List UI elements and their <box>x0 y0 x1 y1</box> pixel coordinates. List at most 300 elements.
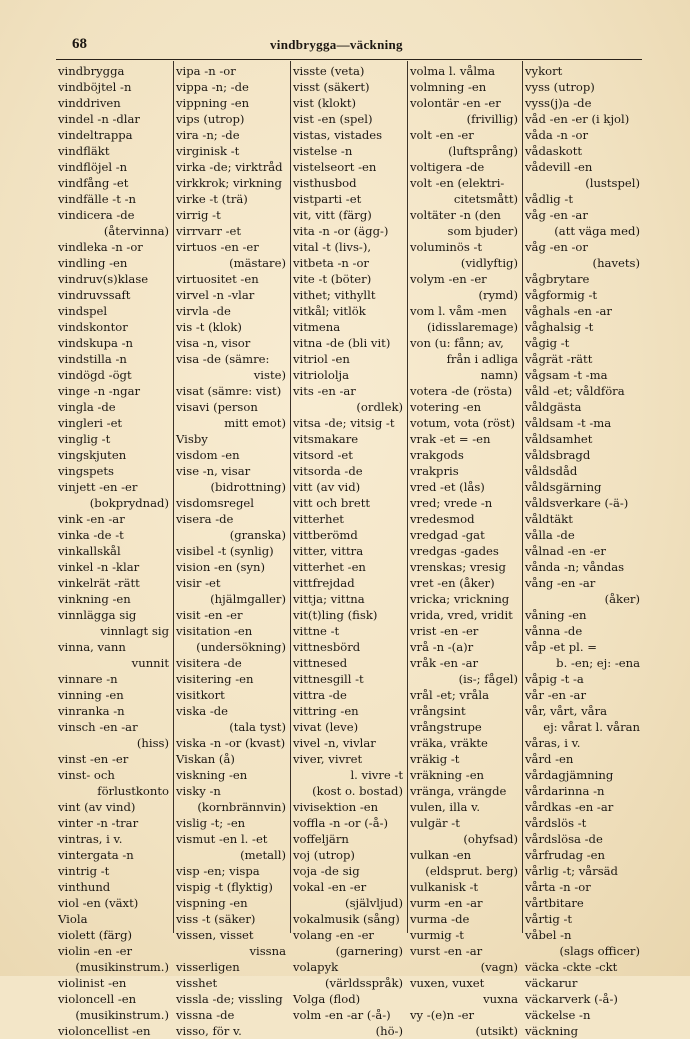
dictionary-entry: vurm -en -ar <box>410 896 483 910</box>
entry-continuation: vuxna <box>483 992 518 1006</box>
dictionary-entry: vågsam -t -ma <box>525 368 608 382</box>
dictionary-entry: virginisk -t <box>176 144 240 158</box>
dictionary-entry: våning -en <box>525 608 587 622</box>
dictionary-entry: vräka, vräkte <box>410 736 488 750</box>
dictionary-entry: volt -en -er <box>410 128 474 142</box>
dictionary-entry: virvla -de <box>176 304 231 318</box>
dictionary-entry: vårdagjämning <box>525 768 614 782</box>
dictionary-entry: violoncell -en <box>58 992 137 1006</box>
dictionary-entry: vitterhet -en <box>293 560 366 574</box>
dictionary-entry: vråk -en -ar <box>410 656 479 670</box>
entry-continuation: (kost o. bostad) <box>312 784 403 798</box>
dictionary-entry: vår -en -ar <box>525 688 586 702</box>
dictionary-entry: vrå -n -(a)r <box>410 640 474 654</box>
dictionary-entry: vräkning -en <box>410 768 485 782</box>
dictionary-entry: våp -et pl. = <box>525 640 597 654</box>
dictionary-entry: visserligen <box>176 960 240 974</box>
dictionary-entry: vrenskas; vresig <box>410 560 506 574</box>
dictionary-entry: väckelse -n <box>525 1008 591 1022</box>
dictionary-entry: vissla -de; vissling <box>176 992 283 1006</box>
dictionary-entry: vittfrejdad <box>293 576 355 590</box>
dictionary-entry: vålla -de <box>525 528 575 542</box>
dictionary-entry: vinka -de -t <box>58 528 124 542</box>
dictionary-entry: våldsam -t -ma <box>525 416 612 430</box>
entry-continuation: vinnlagt sig <box>100 624 169 638</box>
dictionary-entry: vithet; vithyllt <box>293 288 376 302</box>
dictionary-entry: vågrät -rätt <box>525 352 593 366</box>
entry-continuation: (lustspel) <box>585 176 640 190</box>
entry-continuation: ej: vårat l. våran <box>543 720 640 734</box>
dictionary-entry: vis -t (klok) <box>176 320 242 334</box>
dictionary-entry: vinst- och <box>58 768 115 782</box>
dictionary-entry: viskning -en <box>176 768 248 782</box>
dictionary-entry: väcka -ckte -ckt <box>525 960 618 974</box>
dictionary-entry: vittne -t <box>293 624 340 638</box>
dictionary-entry: vinkning -en <box>58 592 131 606</box>
entry-continuation: som bjuder) <box>447 224 518 238</box>
dictionary-entry: vrångsint <box>410 704 466 718</box>
dictionary-entry: vinna, vann <box>58 640 126 654</box>
entry-continuation: (mästare) <box>229 256 286 270</box>
dictionary-entry: vinnlägga sig <box>58 608 137 622</box>
dictionary-entry: vinning -en <box>58 688 124 702</box>
entry-continuation: mitt emot) <box>224 416 286 430</box>
entry-continuation: (ohyfsad) <box>463 832 518 846</box>
dictionary-entry: vrist -en -er <box>410 624 479 638</box>
dictionary-entry: vårdkas -en -ar <box>525 800 614 814</box>
dictionary-entry: vittnesgill -t <box>293 672 364 686</box>
dictionary-entry: vision -en (syn) <box>176 560 265 574</box>
dictionary-entry: voja -de sig <box>293 864 360 878</box>
dictionary-entry: vrakpris <box>410 464 459 478</box>
dictionary-entry: visthusbod <box>293 176 357 190</box>
dictionary-entry: vittnesed <box>293 656 348 670</box>
dictionary-entry: vinnare -n <box>58 672 118 686</box>
dictionary-entry: vålnad -en -er <box>525 544 606 558</box>
dictionary-entry: vitkål; vitlök <box>293 304 366 318</box>
dictionary-entry: vricka; vrickning <box>410 592 510 606</box>
dictionary-entry: vispning -en <box>176 896 248 910</box>
entry-continuation: (eldsprut. berg) <box>425 864 518 878</box>
dictionary-entry: väckarverk (-å-) <box>525 992 618 1006</box>
entry-continuation: (garnering) <box>335 944 403 958</box>
dictionary-entry: vitriololja <box>293 368 350 382</box>
dictionary-entry: vit, vitt (färg) <box>293 208 372 222</box>
dictionary-entry: vittberömd <box>293 528 358 542</box>
dictionary-entry: vredgad -gat <box>410 528 485 542</box>
dictionary-entry: votera -de (rösta) <box>410 384 513 398</box>
entry-continuation: från i adliga <box>446 352 518 366</box>
dictionary-entry: Volga (flod) <box>293 992 361 1006</box>
dictionary-entry: vulkanisk -t <box>410 880 479 894</box>
dictionary-entry: vrak -et = -en <box>410 432 491 446</box>
dictionary-entry: vitsorda -de <box>293 464 363 478</box>
dictionary-entry: volmning -en <box>410 80 487 94</box>
dictionary-entry: våldgästa <box>525 400 582 414</box>
dictionary-entry: violett (färg) <box>58 928 133 942</box>
dictionary-entry: votum, vota (röst) <box>410 416 515 430</box>
dictionary-entry: visir -et <box>176 576 221 590</box>
dictionary-entry: viol -en (växt) <box>58 896 139 910</box>
entry-continuation: (slags officer) <box>559 944 640 958</box>
dictionary-entry: Viola <box>58 912 88 926</box>
dictionary-entry: virrig -t <box>176 208 221 222</box>
entry-continuation: förlustkonto <box>97 784 169 798</box>
dictionary-entry: voffeljärn <box>293 832 349 846</box>
dictionary-entry: vågig -t <box>525 336 570 350</box>
dictionary-entry: vippa -n; -de <box>176 80 249 94</box>
dictionary-entry: vårdarinna -n <box>525 784 605 798</box>
dictionary-entry: vindbrygga <box>58 64 125 78</box>
dictionary-entry: volapyk <box>293 960 339 974</box>
dictionary-entry: vitsmakare <box>293 432 359 446</box>
dictionary-entry: vintrig -t <box>58 864 110 878</box>
dictionary-entry: vred -et (lås) <box>410 480 485 494</box>
dictionary-entry: vit(t)ling (fisk) <box>293 608 378 622</box>
dictionary-entry: vränga, vrängde <box>410 784 507 798</box>
dictionary-entry: vitt (av vid) <box>293 480 361 494</box>
dictionary-entry: vom l. våm -men <box>410 304 507 318</box>
dictionary-entry: våras, i v. <box>525 736 581 750</box>
dictionary-entry: virtuositet -en <box>176 272 259 286</box>
dictionary-entry: vira -n; -de <box>176 128 240 142</box>
dictionary-entry: vrakgods <box>410 448 464 462</box>
dictionary-entry: vindfläkt <box>58 144 110 158</box>
dictionary-entry: vise -n, visar <box>176 464 251 478</box>
dictionary-entry: vårfrudag -en <box>525 848 605 862</box>
dictionary-entry: virka -de; virktråd <box>176 160 283 174</box>
entry-column-4 <box>410 63 520 1038</box>
dictionary-entry: våldtäkt <box>525 512 573 526</box>
dictionary-entry: vippning -en <box>176 96 250 110</box>
entry-continuation: (åker) <box>604 592 640 606</box>
dictionary-entry: vivel -n, vivlar <box>293 736 376 750</box>
dictionary-entry: vredgas -gades <box>410 544 499 558</box>
entry-continuation: (undersökning) <box>196 640 286 654</box>
dictionary-entry: visitering -en <box>176 672 254 686</box>
dictionary-entry: vräkig -t <box>410 752 460 766</box>
entry-continuation: (tala tyst) <box>229 720 286 734</box>
dictionary-entry: vips (utrop) <box>176 112 245 126</box>
dictionary-entry: vret -en (åker) <box>410 576 495 590</box>
dictionary-entry: votering -en <box>410 400 482 414</box>
dictionary-entry: våldsgärning <box>525 480 602 494</box>
dictionary-entry: vitmena <box>293 320 341 334</box>
dictionary-entry: våbel -n <box>525 928 572 942</box>
dictionary-entry: von (u: fånn; av, <box>410 336 504 350</box>
dictionary-entry: vitriol -en <box>293 352 350 366</box>
dictionary-entry: vittring -en <box>293 704 359 718</box>
dictionary-entry: vinddriven <box>58 96 121 110</box>
dictionary-entry: volym -en -er <box>410 272 487 286</box>
entry-continuation: (luftsprång) <box>448 144 518 158</box>
column-divider <box>173 61 174 933</box>
dictionary-entry: våpig -t -a <box>525 672 584 686</box>
dictionary-entry: vitsord -et <box>293 448 353 462</box>
entry-continuation: b. -en; ej: -ena <box>556 656 640 670</box>
dictionary-entry: visitera -de <box>176 656 242 670</box>
dictionary-entry: visitation -en <box>176 624 253 638</box>
entry-column-1 <box>58 63 171 1038</box>
dictionary-entry: våldsbragd <box>525 448 591 462</box>
dictionary-entry: vrida, vred, vridit <box>410 608 513 622</box>
dictionary-entry: vårdslösa -de <box>525 832 603 846</box>
dictionary-entry: vindling -en <box>58 256 128 270</box>
dictionary-entry: visavi (person <box>176 400 258 414</box>
dictionary-entry: vindstilla -n <box>58 352 127 366</box>
entry-continuation: (metall) <box>240 848 286 862</box>
entry-continuation: (vagn) <box>480 960 518 974</box>
dictionary-entry: vindicera -de <box>58 208 135 222</box>
dictionary-entry: vånda -n; våndas <box>525 560 625 574</box>
dictionary-entry: vint (av vind) <box>58 800 136 814</box>
dictionary-entry: voltigera -de <box>410 160 485 174</box>
dictionary-entry: vite -t (böter) <box>293 272 372 286</box>
entry-continuation: l. vivre -t <box>350 768 403 782</box>
dictionary-entry: visit -en -er <box>176 608 243 622</box>
entry-continuation: (bidrottning) <box>210 480 286 494</box>
dictionary-entry: Viskan (å) <box>176 752 235 766</box>
dictionary-entry: vulen, illa v. <box>410 800 481 814</box>
dictionary-entry: våda -n -or <box>525 128 588 142</box>
dictionary-entry: violinist -en <box>58 976 127 990</box>
dictionary-entry: vittra -de <box>293 688 347 702</box>
entry-continuation: viste) <box>253 368 286 382</box>
dictionary-entry: vistelse -n <box>293 144 353 158</box>
dictionary-entry: violoncellist -en <box>58 1024 151 1038</box>
dictionary-entry: vårdslös -t <box>525 816 587 830</box>
dictionary-entry: vurmig -t <box>410 928 464 942</box>
dictionary-entry: volontär -en -er <box>410 96 501 110</box>
dictionary-entry: vistas, vistades <box>293 128 383 142</box>
dictionary-entry: visa -de (sämre: <box>176 352 270 366</box>
entry-continuation: (utsikt) <box>475 1024 518 1038</box>
dictionary-entry: virke -t (trä) <box>176 192 248 206</box>
dictionary-entry: vindflöjel -n <box>58 160 128 174</box>
dictionary-entry: visitkort <box>176 688 225 702</box>
dictionary-entry: vindruv(s)klase <box>58 272 149 286</box>
entry-continuation: (havets) <box>592 256 640 270</box>
dictionary-entry: vitt och brett <box>293 496 371 510</box>
entry-continuation: (hö-) <box>375 1024 403 1038</box>
dictionary-entry: vådlig -t <box>525 192 573 206</box>
dictionary-entry: viver, vivret <box>293 752 363 766</box>
dictionary-entry: våldsamhet <box>525 432 593 446</box>
dictionary-entry: vink -en -ar <box>58 512 125 526</box>
column-divider <box>522 61 523 933</box>
dictionary-entry: vistparti -et <box>293 192 362 206</box>
dictionary-entry: virtuos -en -er <box>176 240 259 254</box>
dictionary-entry: vintras, i v. <box>58 832 123 846</box>
entry-continuation: citetsmått) <box>453 192 518 206</box>
entry-continuation: (musikinstrum.) <box>75 1008 169 1022</box>
dictionary-entry: voj (utrop) <box>293 848 355 862</box>
dictionary-entry: våld -et; våldföra <box>525 384 625 398</box>
dictionary-entry: visera -de <box>176 512 234 526</box>
dictionary-entry: vurma -de <box>410 912 470 926</box>
dictionary-entry: visste (veta) <box>293 64 365 78</box>
entry-column-5 <box>525 63 642 1038</box>
dictionary-entry: vrål -et; vråla <box>410 688 490 702</box>
dictionary-entry: vingspets <box>58 464 114 478</box>
dictionary-entry: våldsverkare (-ä-) <box>525 496 629 510</box>
dictionary-entry: våg -en -ar <box>525 208 588 222</box>
dictionary-entry: virrvarr -et <box>176 224 242 238</box>
dictionary-entry: virvel -n -vlar <box>176 288 255 302</box>
dictionary-entry: vittja; vittna <box>293 592 365 606</box>
dictionary-entry: vuxen, vuxet <box>410 976 485 990</box>
dictionary-entry: vinranka -n <box>58 704 125 718</box>
running-head: vindbrygga—väckning <box>270 37 403 52</box>
dictionary-entry: vita -n -or (ägg-) <box>293 224 389 238</box>
dictionary-entry: vågbrytare <box>525 272 590 286</box>
dictionary-entry: vital -t (livs-), <box>293 240 372 254</box>
dictionary-entry: visp -en; vispa <box>176 864 260 878</box>
dictionary-entry: vissna -de <box>176 1008 235 1022</box>
dictionary-entry: vistelseort -en <box>293 160 377 174</box>
dictionary-entry: vitsa -de; vitsig -t <box>293 416 395 430</box>
dictionary-entry: vinst -en -er <box>58 752 129 766</box>
dictionary-entry: vådevill -en <box>525 160 593 174</box>
dictionary-entry: viska -n -or (kvast) <box>176 736 286 750</box>
dictionary-entry: vinkallskål <box>58 544 121 558</box>
entry-continuation: (återvinna) <box>103 224 169 238</box>
dictionary-entry: vokal -en -er <box>293 880 367 894</box>
dictionary-entry: vy -(e)n -er <box>410 1008 475 1022</box>
entry-continuation: (hjälmgaller) <box>210 592 286 606</box>
header-rule <box>56 59 642 60</box>
entry-continuation: (ordlek) <box>356 400 403 414</box>
dictionary-entry: våg -en -or <box>525 240 588 254</box>
dictionary-entry: vådaskott <box>525 144 583 158</box>
entry-continuation: (vidlyftig) <box>460 256 518 270</box>
dictionary-entry: vykort <box>525 64 563 78</box>
dictionary-entry: vårta -n -or <box>525 880 591 894</box>
dictionary-entry: vinglig -t <box>58 432 111 446</box>
dictionary-entry: vingskjuten <box>58 448 127 462</box>
dictionary-entry: vist -en (spel) <box>293 112 373 126</box>
dictionary-entry: vårlig -t; vårsäd <box>525 864 618 878</box>
dictionary-entry: vinthund <box>58 880 111 894</box>
dictionary-entry: vist (klokt) <box>293 96 356 110</box>
dictionary-entry: vindögd -ögt <box>58 368 132 382</box>
dictionary-entry: Visby <box>176 432 208 446</box>
dictionary-entry: vitterhet <box>293 512 344 526</box>
dictionary-entry: vyss(j)a -de <box>525 96 592 110</box>
entry-continuation: vissna <box>249 944 286 958</box>
dictionary-entry: väckning <box>525 1024 579 1038</box>
dictionary-entry: visdomsregel <box>176 496 254 510</box>
dictionary-entry: vulkan -en <box>410 848 472 862</box>
dictionary-entry: våldsdåd <box>525 464 578 478</box>
dictionary-entry: vingla -de <box>58 400 116 414</box>
dictionary-entry: voltäter -n (den <box>410 208 501 222</box>
entry-continuation: (idisslaremage) <box>427 320 518 334</box>
entry-continuation: (bokprydnad) <box>89 496 169 510</box>
entry-continuation: (att väga med) <box>554 224 640 238</box>
dictionary-entry: vintergata -n <box>58 848 134 862</box>
dictionary-entry: visat (sämre: vist) <box>176 384 282 398</box>
dictionary-entry: vindböjtel -n <box>58 80 132 94</box>
dictionary-entry: vyss (utrop) <box>525 80 595 94</box>
dictionary-entry: vittnesbörd <box>293 640 361 654</box>
dictionary-entry: vitter, vittra <box>293 544 364 558</box>
dictionary-entry: vred; vrede -n <box>410 496 493 510</box>
dictionary-entry: vindleka -n -or <box>58 240 143 254</box>
dictionary-entry: vindskupa -n <box>58 336 133 350</box>
dictionary-entry: vitna -de (bli vit) <box>293 336 391 350</box>
page-number: 68 <box>72 36 87 52</box>
dictionary-entry: vår, vårt, våra <box>525 704 608 718</box>
dictionary-entry: vurst -en -ar <box>410 944 483 958</box>
dictionary-entry: vispig -t (flyktig) <box>176 880 273 894</box>
dictionary-entry: våd -en -er (i kjol) <box>525 112 630 126</box>
dictionary-entry: vislig -t; -en <box>176 816 246 830</box>
dictionary-entry: volt -en (elektri- <box>410 176 505 190</box>
dictionary-entry: vindfälle -t -n <box>58 192 136 206</box>
dictionary-entry: visky -n <box>176 784 221 798</box>
dictionary-entry: vindeltrappa <box>58 128 133 142</box>
dictionary-entry: visdom -en <box>176 448 240 462</box>
dictionary-entry: vivisektion -en <box>293 800 379 814</box>
dictionary-entry: violin -en -er <box>58 944 133 958</box>
column-divider <box>290 61 291 933</box>
entry-continuation: (självljud) <box>345 896 403 910</box>
entry-continuation: (musikinstrum.) <box>75 960 169 974</box>
dictionary-entry: vrångstrupe <box>410 720 482 734</box>
dictionary-entry: vindel -n -dlar <box>58 112 140 126</box>
dictionary-entry: visst (säkert) <box>293 80 370 94</box>
dictionary-entry: vindskontor <box>58 320 128 334</box>
dictionary-entry: vits -en -ar <box>293 384 356 398</box>
dictionary-entry: vårtbitare <box>525 896 584 910</box>
dictionary-entry: virkkrok; virkning <box>176 176 282 190</box>
dictionary-entry: visibel -t (synlig) <box>176 544 274 558</box>
dictionary-entry: vågformig -t <box>525 288 598 302</box>
dictionary-entry: vismut -en l. -et <box>176 832 268 846</box>
dictionary-entry: voffla -n -or (-å-) <box>293 816 389 830</box>
dictionary-entry: vokalmusik (sång) <box>293 912 400 926</box>
entry-continuation: (världsspråk) <box>325 976 403 990</box>
dictionary-entry: vivat (leve) <box>293 720 359 734</box>
dictionary-entry: vulgär -t <box>410 816 460 830</box>
entry-continuation: (kornbrännvin) <box>197 800 286 814</box>
entry-continuation: namn) <box>480 368 518 382</box>
dictionary-entry: visa -n, visor <box>176 336 251 350</box>
column-divider <box>407 61 408 933</box>
dictionary-entry: voluminös -t <box>410 240 483 254</box>
dictionary-entry: vredesmod <box>410 512 475 526</box>
entry-continuation: (frivillig) <box>466 112 518 126</box>
entry-continuation: (granska) <box>229 528 286 542</box>
dictionary-entry: volma l. vålma <box>410 64 495 78</box>
dictionary-entry: vinkelrät -rätt <box>58 576 140 590</box>
dictionary-entry: vitbeta -n -or <box>293 256 369 270</box>
dictionary-entry: vindfång -et <box>58 176 129 190</box>
entry-column-2 <box>176 63 288 1038</box>
dictionary-entry: vinge -n -ngar <box>58 384 141 398</box>
dictionary-entry: volang -en -er <box>293 928 374 942</box>
entry-continuation: (hiss) <box>136 736 169 750</box>
dictionary-entry: våghals -en -ar <box>525 304 612 318</box>
dictionary-entry: vång -en -ar <box>525 576 596 590</box>
dictionary-entry: våghalsig -t <box>525 320 594 334</box>
dictionary-entry: vingleri -et <box>58 416 123 430</box>
dictionary-entry: vinsch -en -ar <box>58 720 138 734</box>
dictionary-entry: vårtig -t <box>525 912 573 926</box>
dictionary-entry: vindspel <box>58 304 108 318</box>
entry-continuation: (is-; fågel) <box>458 672 518 686</box>
